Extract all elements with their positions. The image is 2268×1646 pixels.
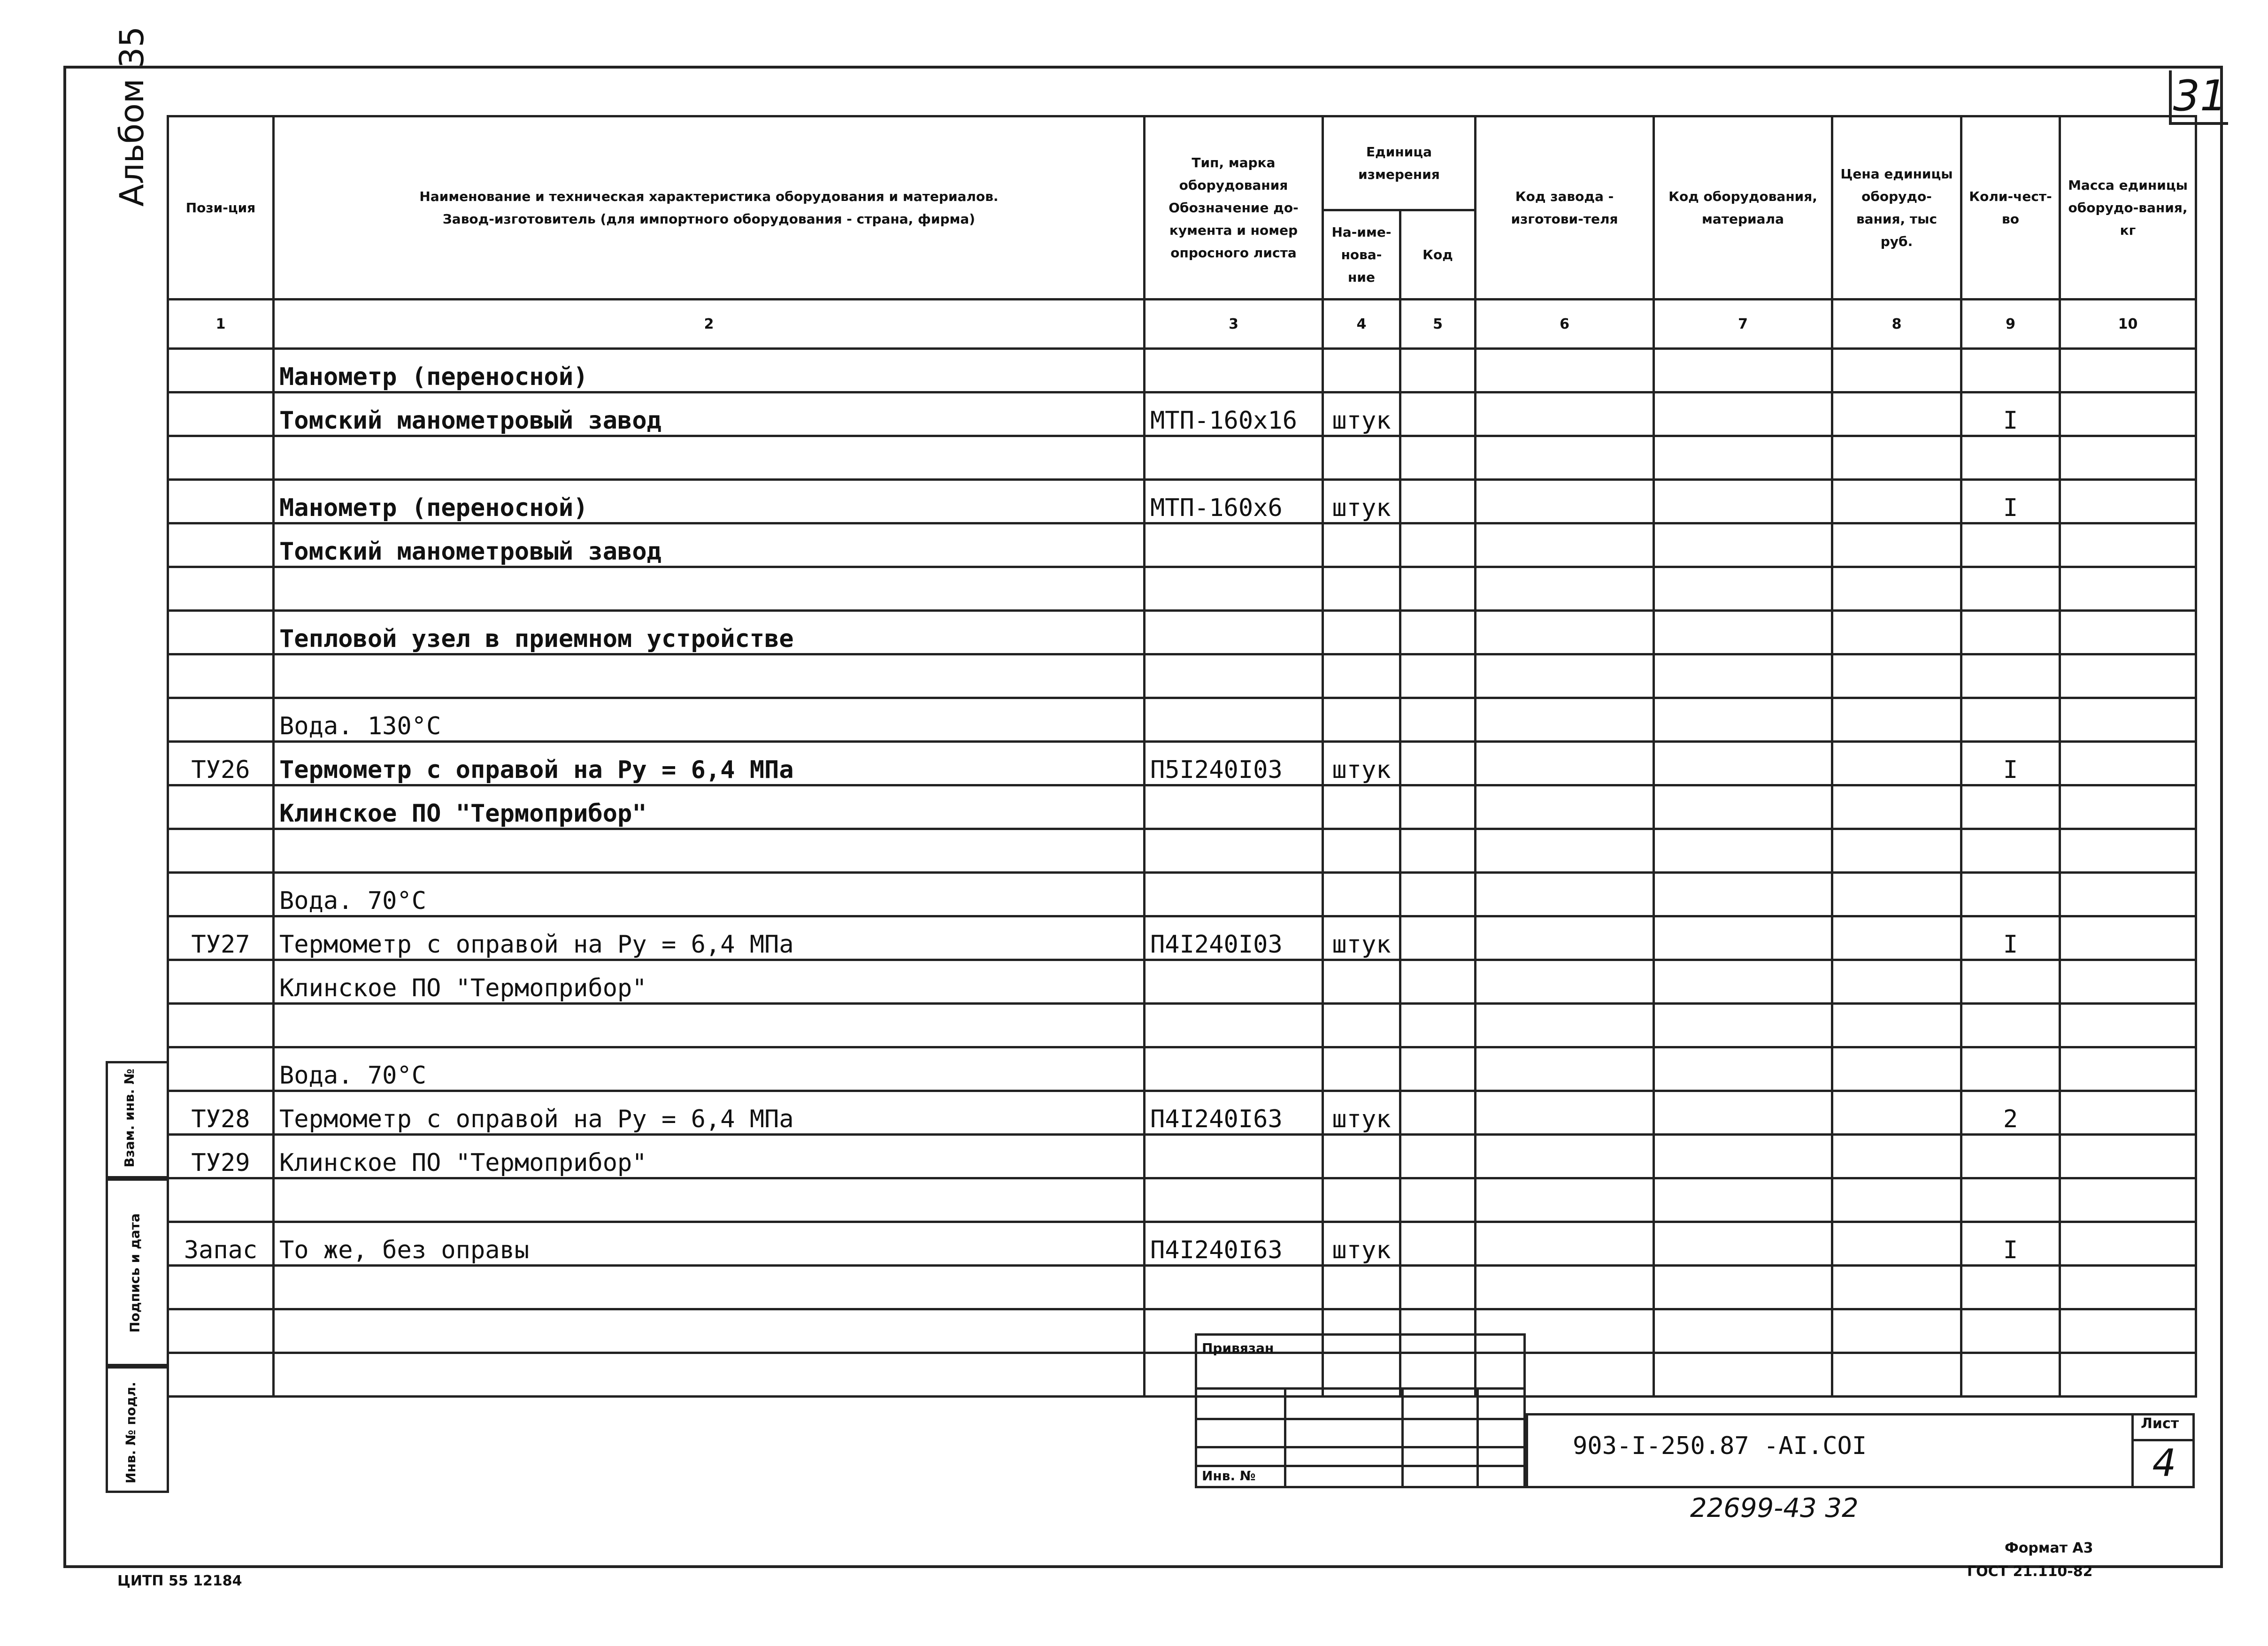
row-unit xyxy=(1323,1178,1400,1222)
row-price xyxy=(1832,523,1961,567)
row-unit xyxy=(1323,1004,1400,1047)
row-name: Клинское ПО "Термоприбор" xyxy=(274,785,1145,829)
row-name xyxy=(274,567,1145,611)
row-unit xyxy=(1323,785,1400,829)
row-name: Манометр (переносной) xyxy=(274,349,1145,392)
row-mass xyxy=(2060,392,2196,436)
row-quantity: I xyxy=(1961,392,2060,436)
row-unit-code xyxy=(1400,1135,1476,1178)
row-unit-code xyxy=(1400,654,1476,698)
approval-stamp: Привязан Инв. № xyxy=(1195,1333,1526,1488)
row-type xyxy=(1145,1178,1323,1222)
table-row xyxy=(168,829,2196,873)
row-mass xyxy=(2060,349,2196,392)
row-equipment-code xyxy=(1654,567,1832,611)
row-name: Манометр (переносной) xyxy=(274,480,1145,523)
row-mass xyxy=(2060,829,2196,873)
row-quantity xyxy=(1961,1135,2060,1178)
row-unit-code xyxy=(1400,480,1476,523)
row-unit xyxy=(1323,829,1400,873)
row-quantity: I xyxy=(1961,916,2060,960)
table-row xyxy=(168,1091,2196,1135)
row-type: П5I240I03 xyxy=(1145,742,1323,785)
table-row xyxy=(168,960,2196,1004)
row-mass xyxy=(2060,567,2196,611)
row-unit-code xyxy=(1400,1222,1476,1266)
row-equipment-code xyxy=(1654,1135,1832,1178)
row-equipment-code xyxy=(1654,1004,1832,1047)
row-position xyxy=(168,523,274,567)
row-type xyxy=(1145,436,1323,480)
header-name: Наименование и техническая характеристика оборудования и материалов. Завод-изготовитель (для импортного оборудования - страна, фирма) xyxy=(274,116,1145,300)
row-type xyxy=(1145,654,1323,698)
row-equipment-code xyxy=(1654,960,1832,1004)
row-unit-code xyxy=(1400,1178,1476,1222)
row-type: П4I240I63 xyxy=(1145,1222,1323,1266)
row-price xyxy=(1832,654,1961,698)
row-equipment-code xyxy=(1654,698,1832,742)
row-name: Клинское ПО "Термоприбор" xyxy=(274,1135,1145,1178)
row-price xyxy=(1832,1266,1961,1309)
row-type xyxy=(1145,1135,1323,1178)
table-row xyxy=(168,1178,2196,1222)
row-equipment-code xyxy=(1654,785,1832,829)
row-quantity xyxy=(1961,1309,2060,1353)
row-price xyxy=(1832,1135,1961,1178)
document-code: 903-I-250.87 -АI.COI xyxy=(1573,1432,1867,1460)
row-position: Запас xyxy=(168,1222,274,1266)
row-position: ТУ28 xyxy=(168,1091,274,1135)
row-price xyxy=(1832,1047,1961,1091)
row-factory-code xyxy=(1476,654,1654,698)
row-unit xyxy=(1323,611,1400,654)
row-position: ТУ29 xyxy=(168,1135,274,1178)
row-equipment-code xyxy=(1654,349,1832,392)
row-name xyxy=(274,1309,1145,1353)
row-mass xyxy=(2060,523,2196,567)
row-factory-code xyxy=(1476,392,1654,436)
row-unit-code xyxy=(1400,785,1476,829)
row-mass xyxy=(2060,698,2196,742)
row-quantity xyxy=(1961,523,2060,567)
row-price xyxy=(1832,1091,1961,1135)
row-quantity xyxy=(1961,1047,2060,1091)
row-name xyxy=(274,654,1145,698)
row-quantity: I xyxy=(1961,1222,2060,1266)
table-row xyxy=(168,654,2196,698)
header-quantity: Коли-чест-во xyxy=(1961,116,2060,300)
row-unit-code xyxy=(1400,829,1476,873)
row-unit-code xyxy=(1400,349,1476,392)
row-unit-code xyxy=(1400,1266,1476,1309)
table-row xyxy=(168,611,2196,654)
row-price xyxy=(1832,873,1961,916)
row-name xyxy=(274,829,1145,873)
row-equipment-code xyxy=(1654,1091,1832,1135)
row-quantity xyxy=(1961,1353,2060,1397)
table-row xyxy=(168,480,2196,523)
row-unit: штук xyxy=(1323,742,1400,785)
row-position xyxy=(168,1004,274,1047)
row-mass xyxy=(2060,654,2196,698)
row-quantity xyxy=(1961,349,2060,392)
row-type xyxy=(1145,1266,1323,1309)
header-unit: Единица измерения xyxy=(1323,116,1476,210)
row-unit xyxy=(1323,349,1400,392)
gost-label: ГОСТ 21.110-82 xyxy=(1967,1563,2093,1580)
table-row xyxy=(168,567,2196,611)
row-unit xyxy=(1323,436,1400,480)
row-name: Термометр с оправой на Ру = 6,4 МПа xyxy=(274,742,1145,785)
row-position xyxy=(168,567,274,611)
row-mass xyxy=(2060,916,2196,960)
row-position xyxy=(168,785,274,829)
row-price xyxy=(1832,1222,1961,1266)
row-position xyxy=(168,349,274,392)
row-type xyxy=(1145,785,1323,829)
row-equipment-code xyxy=(1654,1309,1832,1353)
row-position xyxy=(168,1178,274,1222)
row-equipment-code xyxy=(1654,436,1832,480)
row-position xyxy=(168,611,274,654)
row-price xyxy=(1832,1178,1961,1222)
table-row xyxy=(168,392,2196,436)
row-equipment-code xyxy=(1654,829,1832,873)
row-mass xyxy=(2060,1135,2196,1178)
row-quantity xyxy=(1961,1178,2060,1222)
row-unit-code xyxy=(1400,1047,1476,1091)
side-cell-original: Инв. № подл. xyxy=(106,1366,169,1493)
row-factory-code xyxy=(1476,1178,1654,1222)
row-equipment-code xyxy=(1654,480,1832,523)
row-name: Термометр с оправой на Ру = 6,4 МПа xyxy=(274,1091,1145,1135)
row-name: Клинское ПО "Термоприбор" xyxy=(274,960,1145,1004)
side-cell-replaced: Взам. инв. № xyxy=(106,1061,169,1178)
row-equipment-code xyxy=(1654,873,1832,916)
row-factory-code xyxy=(1476,349,1654,392)
sheet-box: Лист 4 xyxy=(2131,1413,2197,1488)
table-row xyxy=(168,523,2196,567)
row-factory-code xyxy=(1476,480,1654,523)
row-unit-code xyxy=(1400,523,1476,567)
row-price xyxy=(1832,916,1961,960)
row-factory-code xyxy=(1476,523,1654,567)
row-factory-code xyxy=(1476,698,1654,742)
row-equipment-code xyxy=(1654,611,1832,654)
row-price xyxy=(1832,829,1961,873)
row-type xyxy=(1145,960,1323,1004)
row-unit: штук xyxy=(1323,1091,1400,1135)
row-name: Вода. 70°С xyxy=(274,1047,1145,1091)
row-unit-code xyxy=(1400,742,1476,785)
row-unit-code xyxy=(1400,567,1476,611)
row-quantity xyxy=(1961,567,2060,611)
row-factory-code xyxy=(1476,873,1654,916)
row-mass xyxy=(2060,873,2196,916)
row-unit-code xyxy=(1400,1091,1476,1135)
row-name: Вода. 70°С xyxy=(274,873,1145,916)
row-unit xyxy=(1323,873,1400,916)
row-factory-code xyxy=(1476,1222,1654,1266)
row-unit xyxy=(1323,698,1400,742)
header-type: Тип, марка оборудования Обозначение до-кумента и номер опросного листа xyxy=(1145,116,1323,300)
row-position xyxy=(168,960,274,1004)
sheet-number: 31 xyxy=(2169,70,2228,125)
table-body xyxy=(168,349,2196,1397)
row-quantity xyxy=(1961,611,2060,654)
table-row xyxy=(168,785,2196,829)
row-type xyxy=(1145,698,1323,742)
row-price xyxy=(1832,742,1961,785)
row-name: Термометр с оправой на Ру = 6,4 МПа xyxy=(274,916,1145,960)
header-price: Цена единицы оборудо-вания, тыс руб. xyxy=(1832,116,1961,300)
row-factory-code xyxy=(1476,1047,1654,1091)
row-factory-code xyxy=(1476,1091,1654,1135)
row-factory-code xyxy=(1476,785,1654,829)
row-position xyxy=(168,829,274,873)
row-type xyxy=(1145,1047,1323,1091)
row-unit xyxy=(1323,654,1400,698)
row-name xyxy=(274,1004,1145,1047)
row-name xyxy=(274,1353,1145,1397)
row-position xyxy=(168,436,274,480)
row-price xyxy=(1832,1004,1961,1047)
specification-table xyxy=(167,115,2197,1398)
row-quantity xyxy=(1961,698,2060,742)
row-unit: штук xyxy=(1323,916,1400,960)
row-unit: штук xyxy=(1323,1222,1400,1266)
row-quantity: 2 xyxy=(1961,1091,2060,1135)
row-position xyxy=(168,392,274,436)
row-position xyxy=(168,873,274,916)
row-mass xyxy=(2060,1004,2196,1047)
row-price xyxy=(1832,1353,1961,1397)
row-price xyxy=(1832,960,1961,1004)
row-factory-code xyxy=(1476,1266,1654,1309)
row-quantity xyxy=(1961,1266,2060,1309)
row-equipment-code xyxy=(1654,654,1832,698)
album-label: Альбом 35 xyxy=(113,26,151,207)
row-position xyxy=(168,654,274,698)
row-unit-code xyxy=(1400,873,1476,916)
table-row xyxy=(168,349,2196,392)
row-type xyxy=(1145,873,1323,916)
row-equipment-code xyxy=(1654,1353,1832,1397)
row-unit-code xyxy=(1400,916,1476,960)
row-mass xyxy=(2060,480,2196,523)
table-row xyxy=(168,1353,2196,1397)
header-equipment-code: Код оборудования, материала xyxy=(1654,116,1832,300)
row-price xyxy=(1832,785,1961,829)
row-position: ТУ26 xyxy=(168,742,274,785)
row-unit xyxy=(1323,523,1400,567)
row-type xyxy=(1145,523,1323,567)
row-name xyxy=(274,1266,1145,1309)
side-cell-signature: Подпись и дата xyxy=(106,1178,169,1366)
row-unit-code xyxy=(1400,1004,1476,1047)
row-unit-code xyxy=(1400,611,1476,654)
row-mass xyxy=(2060,1047,2196,1091)
row-unit: штук xyxy=(1323,392,1400,436)
row-factory-code xyxy=(1476,916,1654,960)
row-price xyxy=(1832,698,1961,742)
row-equipment-code xyxy=(1654,392,1832,436)
row-quantity xyxy=(1961,960,2060,1004)
row-mass xyxy=(2060,1222,2196,1266)
row-unit-code xyxy=(1400,698,1476,742)
table-row xyxy=(168,1135,2196,1178)
row-quantity: I xyxy=(1961,742,2060,785)
header-mass: Масса единицы оборудо-вания, кг xyxy=(2060,116,2196,300)
row-mass xyxy=(2060,1266,2196,1309)
table-row xyxy=(168,1222,2196,1266)
cipt-label: ЦИТП 55 12184 xyxy=(117,1573,242,1589)
row-unit xyxy=(1323,1135,1400,1178)
row-name: Тепловой узел в приемном устройстве xyxy=(274,611,1145,654)
row-mass xyxy=(2060,960,2196,1004)
row-position xyxy=(168,698,274,742)
row-price xyxy=(1832,1309,1961,1353)
row-name: Томский манометровый завод xyxy=(274,392,1145,436)
column-numbers-row: 1 2 3 4 5 6 7 8 9 10 xyxy=(168,300,2196,349)
row-unit xyxy=(1323,1266,1400,1309)
row-type: П4I240I63 xyxy=(1145,1091,1323,1135)
row-unit-code xyxy=(1400,392,1476,436)
table-row xyxy=(168,436,2196,480)
row-factory-code xyxy=(1476,1004,1654,1047)
row-mass xyxy=(2060,1091,2196,1135)
row-price xyxy=(1832,349,1961,392)
row-equipment-code xyxy=(1654,1222,1832,1266)
table-row xyxy=(168,1004,2196,1047)
table-row xyxy=(168,742,2196,785)
row-position: ТУ27 xyxy=(168,916,274,960)
row-mass xyxy=(2060,1309,2196,1353)
row-unit xyxy=(1323,1047,1400,1091)
row-type xyxy=(1145,611,1323,654)
row-position xyxy=(168,1047,274,1091)
row-equipment-code xyxy=(1654,1047,1832,1091)
row-type: П4I240I03 xyxy=(1145,916,1323,960)
row-type xyxy=(1145,1004,1323,1047)
row-quantity xyxy=(1961,1004,2060,1047)
row-factory-code xyxy=(1476,960,1654,1004)
row-name: Томский манометровый завод xyxy=(274,523,1145,567)
row-factory-code xyxy=(1476,611,1654,654)
row-type: МТП-160х6 xyxy=(1145,480,1323,523)
row-quantity xyxy=(1961,654,2060,698)
row-position xyxy=(168,1353,274,1397)
row-factory-code xyxy=(1476,1135,1654,1178)
header-position: Пози-ция xyxy=(168,116,274,300)
row-position xyxy=(168,480,274,523)
row-name xyxy=(274,1178,1145,1222)
row-mass xyxy=(2060,1178,2196,1222)
row-price xyxy=(1832,611,1961,654)
row-price xyxy=(1832,480,1961,523)
header-unit-name: На-име-нова-ние xyxy=(1323,210,1400,300)
row-equipment-code xyxy=(1654,742,1832,785)
header-unit-code: Код xyxy=(1400,210,1476,300)
row-name xyxy=(274,436,1145,480)
row-quantity xyxy=(1961,436,2060,480)
header-factory-code: Код завода - изготови-теля xyxy=(1476,116,1654,300)
row-unit-code xyxy=(1400,436,1476,480)
row-unit-code xyxy=(1400,960,1476,1004)
row-quantity xyxy=(1961,873,2060,916)
row-name: Вода. 130°С xyxy=(274,698,1145,742)
row-mass xyxy=(2060,742,2196,785)
row-factory-code xyxy=(1476,829,1654,873)
row-quantity xyxy=(1961,785,2060,829)
table-row xyxy=(168,698,2196,742)
row-type xyxy=(1145,567,1323,611)
table-row xyxy=(168,1309,2196,1353)
table-row xyxy=(168,916,2196,960)
format-label: Формат А3 xyxy=(2005,1540,2093,1556)
row-price xyxy=(1832,392,1961,436)
table-row xyxy=(168,1266,2196,1309)
row-quantity: I xyxy=(1961,480,2060,523)
row-position xyxy=(168,1309,274,1353)
row-mass xyxy=(2060,611,2196,654)
row-unit xyxy=(1323,960,1400,1004)
row-mass xyxy=(2060,1353,2196,1397)
row-name: То же, без оправы xyxy=(274,1222,1145,1266)
row-unit: штук xyxy=(1323,480,1400,523)
row-factory-code xyxy=(1476,436,1654,480)
row-position xyxy=(168,1266,274,1309)
row-mass xyxy=(2060,785,2196,829)
row-price xyxy=(1832,436,1961,480)
row-factory-code xyxy=(1476,742,1654,785)
row-mass xyxy=(2060,436,2196,480)
handwritten-number: 22699-43 32 xyxy=(1690,1493,1859,1523)
row-factory-code xyxy=(1476,567,1654,611)
row-equipment-code xyxy=(1654,1266,1832,1309)
row-equipment-code xyxy=(1654,1178,1832,1222)
row-type xyxy=(1145,349,1323,392)
row-equipment-code xyxy=(1654,916,1832,960)
table-row xyxy=(168,1047,2196,1091)
row-quantity xyxy=(1961,829,2060,873)
row-equipment-code xyxy=(1654,523,1832,567)
row-unit xyxy=(1323,567,1400,611)
row-price xyxy=(1832,567,1961,611)
row-type: МТП-160х16 xyxy=(1145,392,1323,436)
row-type xyxy=(1145,829,1323,873)
table-row xyxy=(168,873,2196,916)
